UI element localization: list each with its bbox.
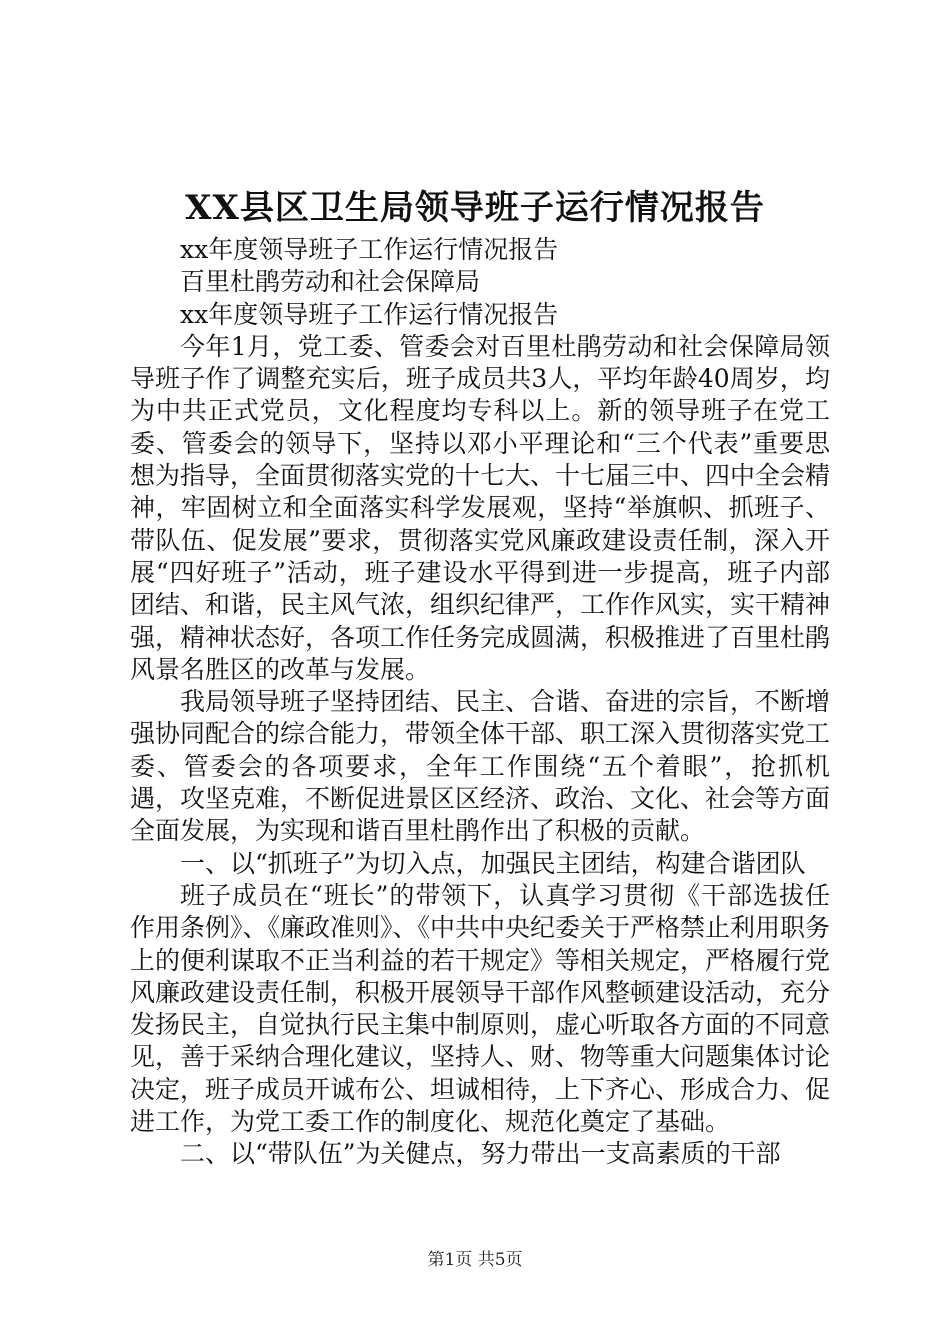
paragraph: xx年度领导班子工作运行情况报告 — [180, 299, 559, 329]
page-footer: 第1页 共5页 — [427, 1250, 523, 1270]
document-body — [130, 234, 830, 1171]
section-heading: 一、以“抓班子”为切入点，加强民主团结，构建合谐团队 — [180, 848, 806, 878]
paragraph: 百里杜鹃劳动和社会保障局 — [180, 267, 481, 297]
paragraph: 班子成员在“班长”的带领下，认真学习贯彻《干部选拔任作用条例》、《廉政准则》、《中共中央纪委关于严格禁止利用职务上的便利谋取不正当利益的若干规定》等相关规定，严格履行党风廉政建设责任制，积极开展领导干部作风整顿建设活动，充分发扬民主，自觉执行民主集中制原则，虚心听取各方面的不同意见，善于采纳合理化建议，坚持人、财、物等重大问题集体讨论决定，班子成员开诚布公、坦诚相待，上下齐心、形成合力、促进工作，为党工委工作的制度化、规范化奠定了基础。 — [130, 880, 831, 1137]
paragraph: 今年1月，党工委、管委会对百里杜鹃劳动和社会保障局领导班子作了调整充实后，班子成员共3人，平均年龄40周岁，均为中共正式党员，文化程度均专科以上。新的领导班子在党工委、管委会的领导下，坚持以邓小平理论和“三个代表”重要思想为指导，全面贯彻落实党的十七大、十七届三中、四中全会精神，牢固树立和全面落实科学发展观，坚持“举旗帜、抓班子、带队伍、促发展”要求，贯彻落实党风廉政建设责任制，深入开展“四好班子”活动，班子建设水平得到进一步提高，班子内部团结、和谐，民主风气浓，组织纪律严，工作作风实，实干精神强，精神状态好，各项工作任务完成圆满，积极推进了百里杜鹃风景名胜区的改革与发展。 — [130, 331, 831, 684]
section-heading: 二、以“带队伍”为关健点，努力带出一支高素质的干部 — [180, 1139, 781, 1169]
paragraph: 我局领导班子坚持团结、民主、合谐、奋进的宗旨，不断增强协同配合的综合能力，带领全体干部、职工深入贯彻落实党工委、管委会的各项要求，全年工作围绕“五个着眼”，抢抓机遇，攻坚克难，不断促进景区区经济、政治、文化、社会等方面全面发展，为实现和谐百里杜鹃作出了积极的贡献。 — [130, 687, 831, 846]
paragraph: xx年度领导班子工作运行情况报告 — [180, 235, 559, 264]
document-title: XX县区卫生局领导班子运行情况报告 — [185, 188, 765, 228]
